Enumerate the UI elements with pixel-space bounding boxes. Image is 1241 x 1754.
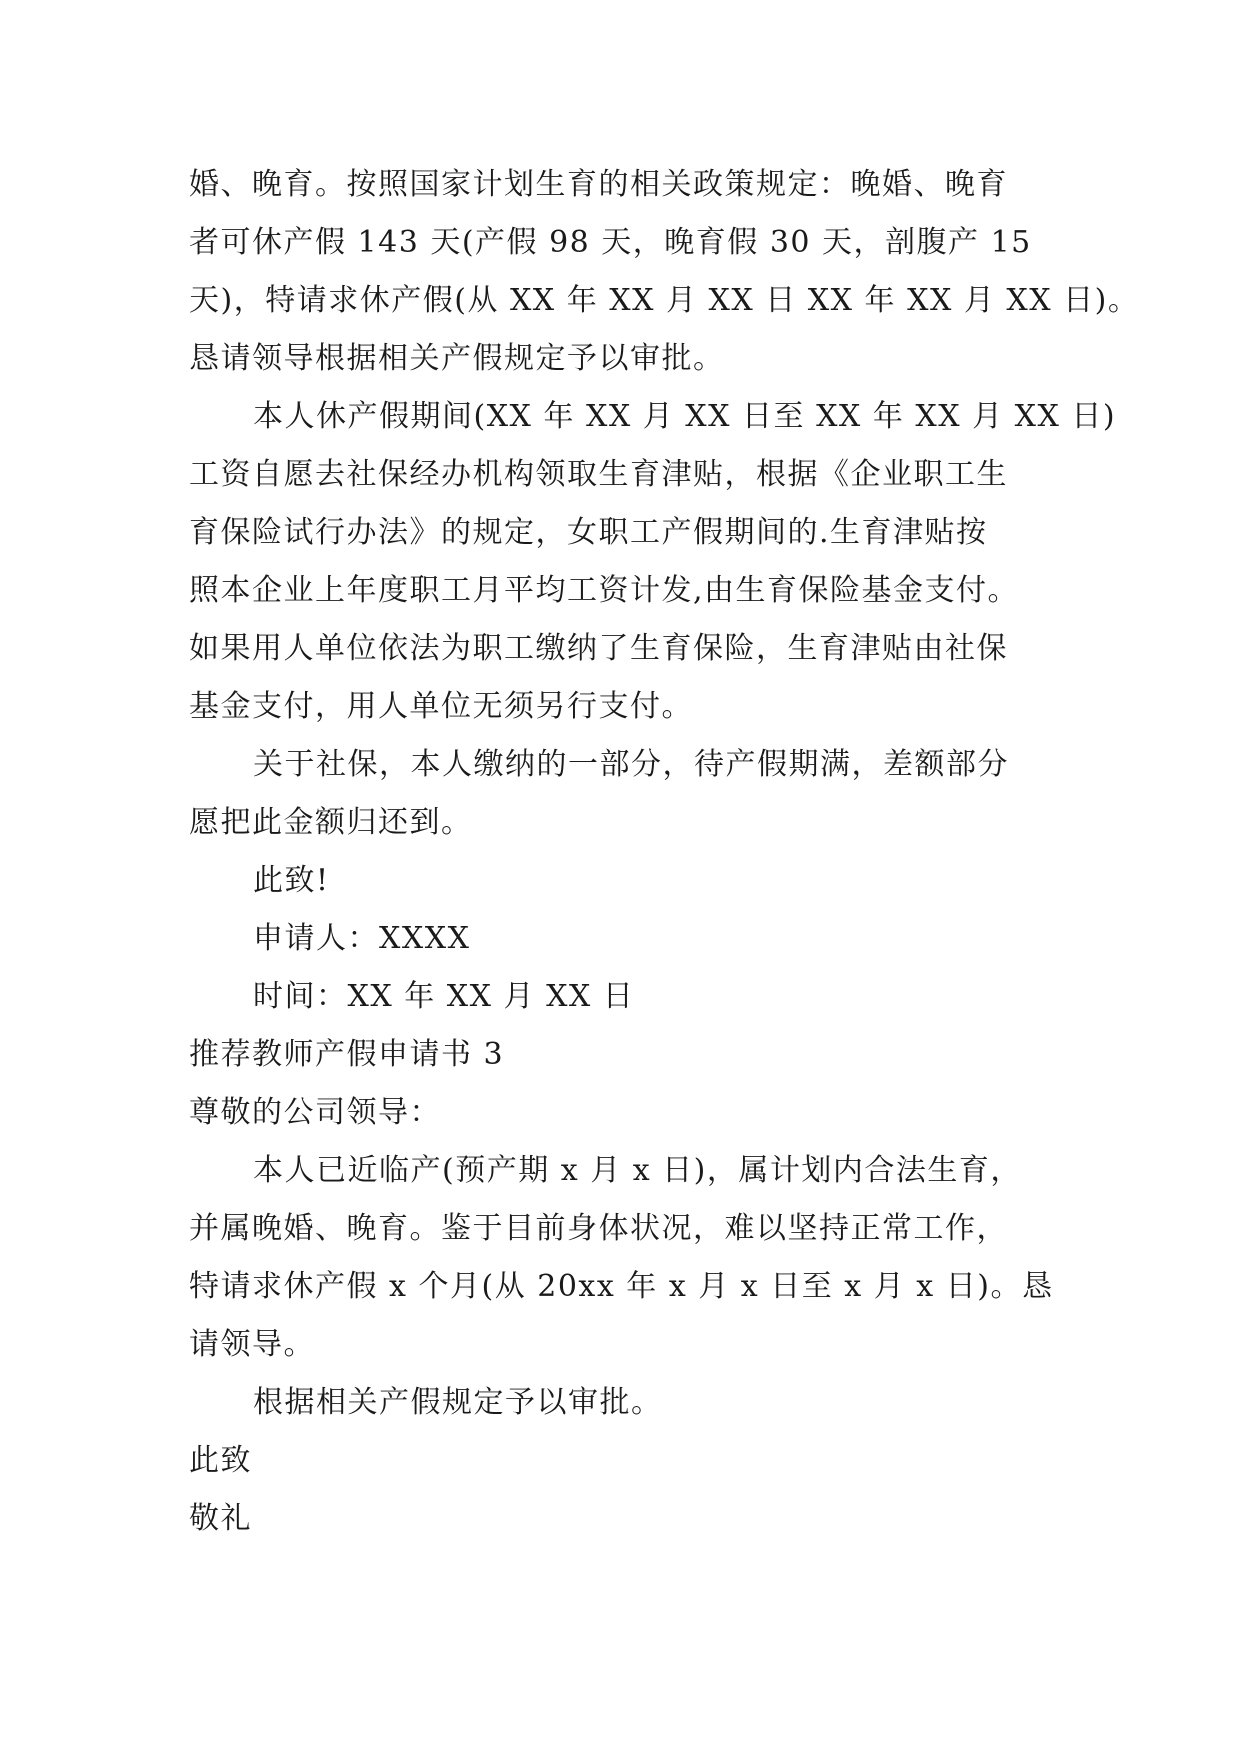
paragraph-line: 愿把此金额归还到。 bbox=[189, 805, 473, 840]
paragraph-line: 请领导。 bbox=[189, 1327, 315, 1362]
paragraph-line: 婚、晚育。按照国家计划生育的相关政策规定：晚婚、晚育 bbox=[189, 167, 1008, 202]
paragraph-line: 天)，特请求休产假(从 XX 年 XX 月 XX 日 XX 年 XX 月 XX 日)。 bbox=[189, 283, 1140, 318]
paragraph-line: 者可休产假 143 天(产假 98 天，晚育假 30 天，剖腹产 15 bbox=[189, 225, 1032, 260]
paragraph-line: 关于社保，本人缴纳的一部分，待产假期满，差额部分 bbox=[253, 747, 1009, 782]
closing-salute: 此致! bbox=[253, 863, 330, 898]
applicant-line: 申请人：XXXX bbox=[253, 921, 471, 956]
letter-greeting: 尊敬的公司领导： bbox=[189, 1095, 441, 1130]
regards-line: 敬礼 bbox=[189, 1501, 252, 1536]
paragraph-line: 本人休产假期间(XX 年 XX 月 XX 日至 XX 年 XX 月 XX 日) bbox=[253, 399, 1117, 434]
paragraph-line: 基金支付，用人单位无须另行支付。 bbox=[189, 689, 693, 724]
closing-salute: 此致 bbox=[189, 1443, 252, 1478]
paragraph-line: 如果用人单位依法为职工缴纳了生育保险，生育津贴由社保 bbox=[189, 631, 1008, 666]
paragraph-line: 特请求休产假 x 个月(从 20xx 年 x 月 x 日至 x 月 x 日)。恳 bbox=[189, 1269, 1054, 1304]
letter-title: 推荐教师产假申请书 3 bbox=[189, 1037, 505, 1072]
paragraph-line: 恳请领导根据相关产假规定予以审批。 bbox=[189, 341, 725, 376]
document-body bbox=[189, 156, 1140, 1548]
paragraph-line: 工资自愿去社保经办机构领取生育津贴，根据《企业职工生 bbox=[189, 457, 1008, 492]
paragraph-line: 本人已近临产(预产期 x 月 x 日)，属计划内合法生育， bbox=[253, 1153, 1022, 1188]
paragraph-line: 育保险试行办法》的规定，女职工产假期间的.生育津贴按 bbox=[189, 515, 988, 550]
paragraph-line: 照本企业上年度职工月平均工资计发,由生育保险基金支付。 bbox=[189, 573, 1020, 608]
approval-line: 根据相关产假规定予以审批。 bbox=[253, 1385, 663, 1420]
paragraph-line: 并属晚婚、晚育。鉴于目前身体状况，难以坚持正常工作， bbox=[189, 1211, 1008, 1246]
date-line: 时间：XX 年 XX 月 XX 日 bbox=[253, 979, 635, 1014]
